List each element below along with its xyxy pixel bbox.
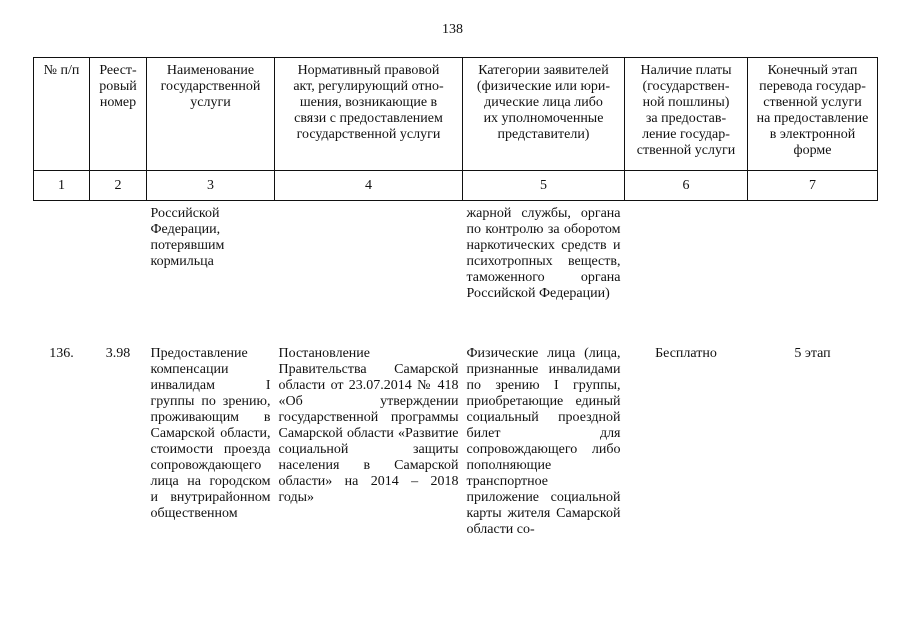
header-label: Наличие платы (государствен- ной пошлины) за предостав- ление государ- ственной услуги bbox=[636, 63, 736, 158]
continuation-service-name: Российской Федерации, потерявшим кормильца bbox=[150, 206, 225, 269]
entry-service-name: Предоставление компенсации инвалидам I группы по зрению, проживающим в Самарской области, стоимости проезда сопровождающего лица на городском и внутрирайонном общественном bbox=[150, 345, 271, 521]
services-registry-table bbox=[33, 57, 878, 538]
column-number: 3 bbox=[147, 171, 275, 201]
header-registry-number bbox=[90, 58, 147, 171]
column-number: 2 bbox=[90, 171, 147, 201]
column-number: 4 bbox=[275, 171, 463, 201]
header-final-stage bbox=[748, 58, 878, 171]
table-row-continuation bbox=[34, 201, 878, 346]
continuation-applicants: жарной службы, органа по контролю за оборотом наркотических средств и психотропных веществ, таможенного органа Российской Федерации) bbox=[466, 206, 621, 301]
column-number: 1 bbox=[34, 171, 90, 201]
header-label: Конечный этап перевода государ- ственной услуги на предоставление в электронной форме bbox=[756, 63, 869, 158]
entry-final-stage: 5 этап bbox=[794, 345, 831, 361]
header-label: Категории заявителей (физические или юри- дические лица либо их уполномоченные представители) bbox=[476, 63, 611, 142]
header-label: № п/п bbox=[43, 63, 80, 78]
entry-legal-act: Постановление Правительства Самарской области от 23.07.2014 № 418 «Об утверждении государственной программы Самарской области «Развитие социальной защиты населения в Самарской области» на 2014 – 2018 годы» bbox=[278, 345, 459, 505]
header-service-name bbox=[147, 58, 275, 171]
header-legal-act bbox=[275, 58, 463, 171]
column-number: 7 bbox=[748, 171, 878, 201]
header-fee bbox=[625, 58, 748, 171]
entry-number: 136. bbox=[49, 345, 74, 361]
entry-registry-number: 3.98 bbox=[105, 345, 131, 361]
page-number: 138 bbox=[442, 22, 463, 37]
header-applicant-categories bbox=[463, 58, 625, 171]
header-row bbox=[34, 58, 878, 171]
entry-fee: Бесплатно bbox=[655, 345, 717, 361]
column-number: 5 bbox=[463, 171, 625, 201]
header-label: Наименование государственной услуги bbox=[160, 63, 261, 110]
entry-applicants: Физические лица (лица, признанные инвалидами по зрению I группы, приобретающие единый социальный проездной билет для сопровождающего либо пополняющие транспортное приложение социальной карты жителя Самарской области со- bbox=[466, 345, 621, 537]
header-label: Реест- ровый номер bbox=[99, 63, 137, 110]
column-numbers-row bbox=[34, 171, 878, 201]
header-num bbox=[34, 58, 90, 171]
column-number: 6 bbox=[625, 171, 748, 201]
header-label: Нормативный правовой акт, регулирующий отно- шения, возникающие в связи с предоставлением государственной услуги bbox=[293, 63, 444, 142]
table-row bbox=[34, 346, 878, 538]
